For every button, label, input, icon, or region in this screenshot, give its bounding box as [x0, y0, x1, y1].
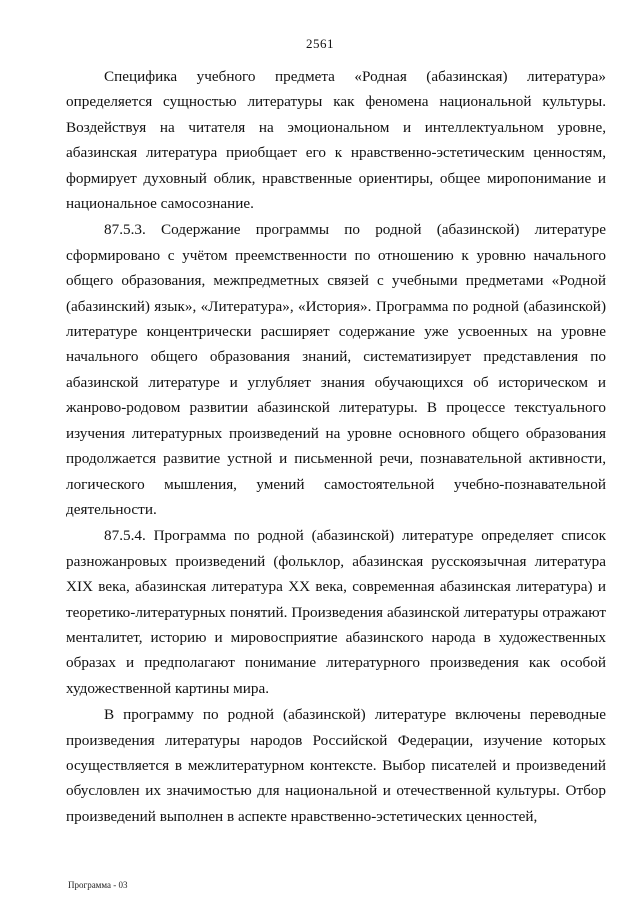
paragraph-subject-specifics: Специфика учебного предмета «Родная (абазинская) литература» определяется сущностью литературы как феномена национальной культуры. Воздействуя на читателя на эмоциональном и интеллектуальном уровне, абазинская литература приобщает его к нравственно-эстетическим ценностям, формирует духовный облик, нравственные ориентиры, общее миропонимание и национальное самосознание. [66, 68, 606, 213]
paragraph-87-5-4: 87.5.4. Программа по родной (абазинской) литературе определяет список разножанровых произведений (фольклор, абазинская русскоязычная литература XIX века, абазинская литература XX века, современная абазинская литература) и теоретико-литературных понятий. Произведения абазинской литературы отражают менталитет, историю и мировосприятие абазинского народа в художественных образах и предполагают понимание литературного произведения как особой художественной картины мира. [66, 527, 606, 697]
document-body [66, 64, 606, 829]
page-footer: Программа - 03 [68, 880, 128, 890]
page-number: 2561 [306, 36, 334, 51]
paragraph-translated-works: В программу по родной (абазинской) литературе включены переводные произведения литературы народов Российской Федерации, изучение которых осуществляется в межлитературном контексте. Выбор писателей и произведений обусловлен их значимостью для национальной и отечественной культуры. Отбор произведений выполнен в аспекте нравственно-эстетических ценностей, [66, 706, 606, 825]
paragraph-87-5-3: 87.5.3. Содержание программы по родной (абазинской) литературе сформировано с учётом преемственности по отношению к уровню начального общего образования, межпредметных связей с учебными предметами «Родной (абазинский) язык», «Литература», «История». Программа по родной (абазинской) литературе концентрически расширяет содержание уже усвоенных на уровне начального общего образования знаний, систематизирует представления по абазинской литературе и углубляет знания обучающихся об историческом и жанрово-родовом развитии абазинской литературы. В процессе текстуального изучения литературных произведений на уровне основного общего образования продолжается развитие устной и письменной речи, познавательной активности, логического мышления, умений самостоятельной учебно-познавательной деятельности. [66, 221, 606, 518]
